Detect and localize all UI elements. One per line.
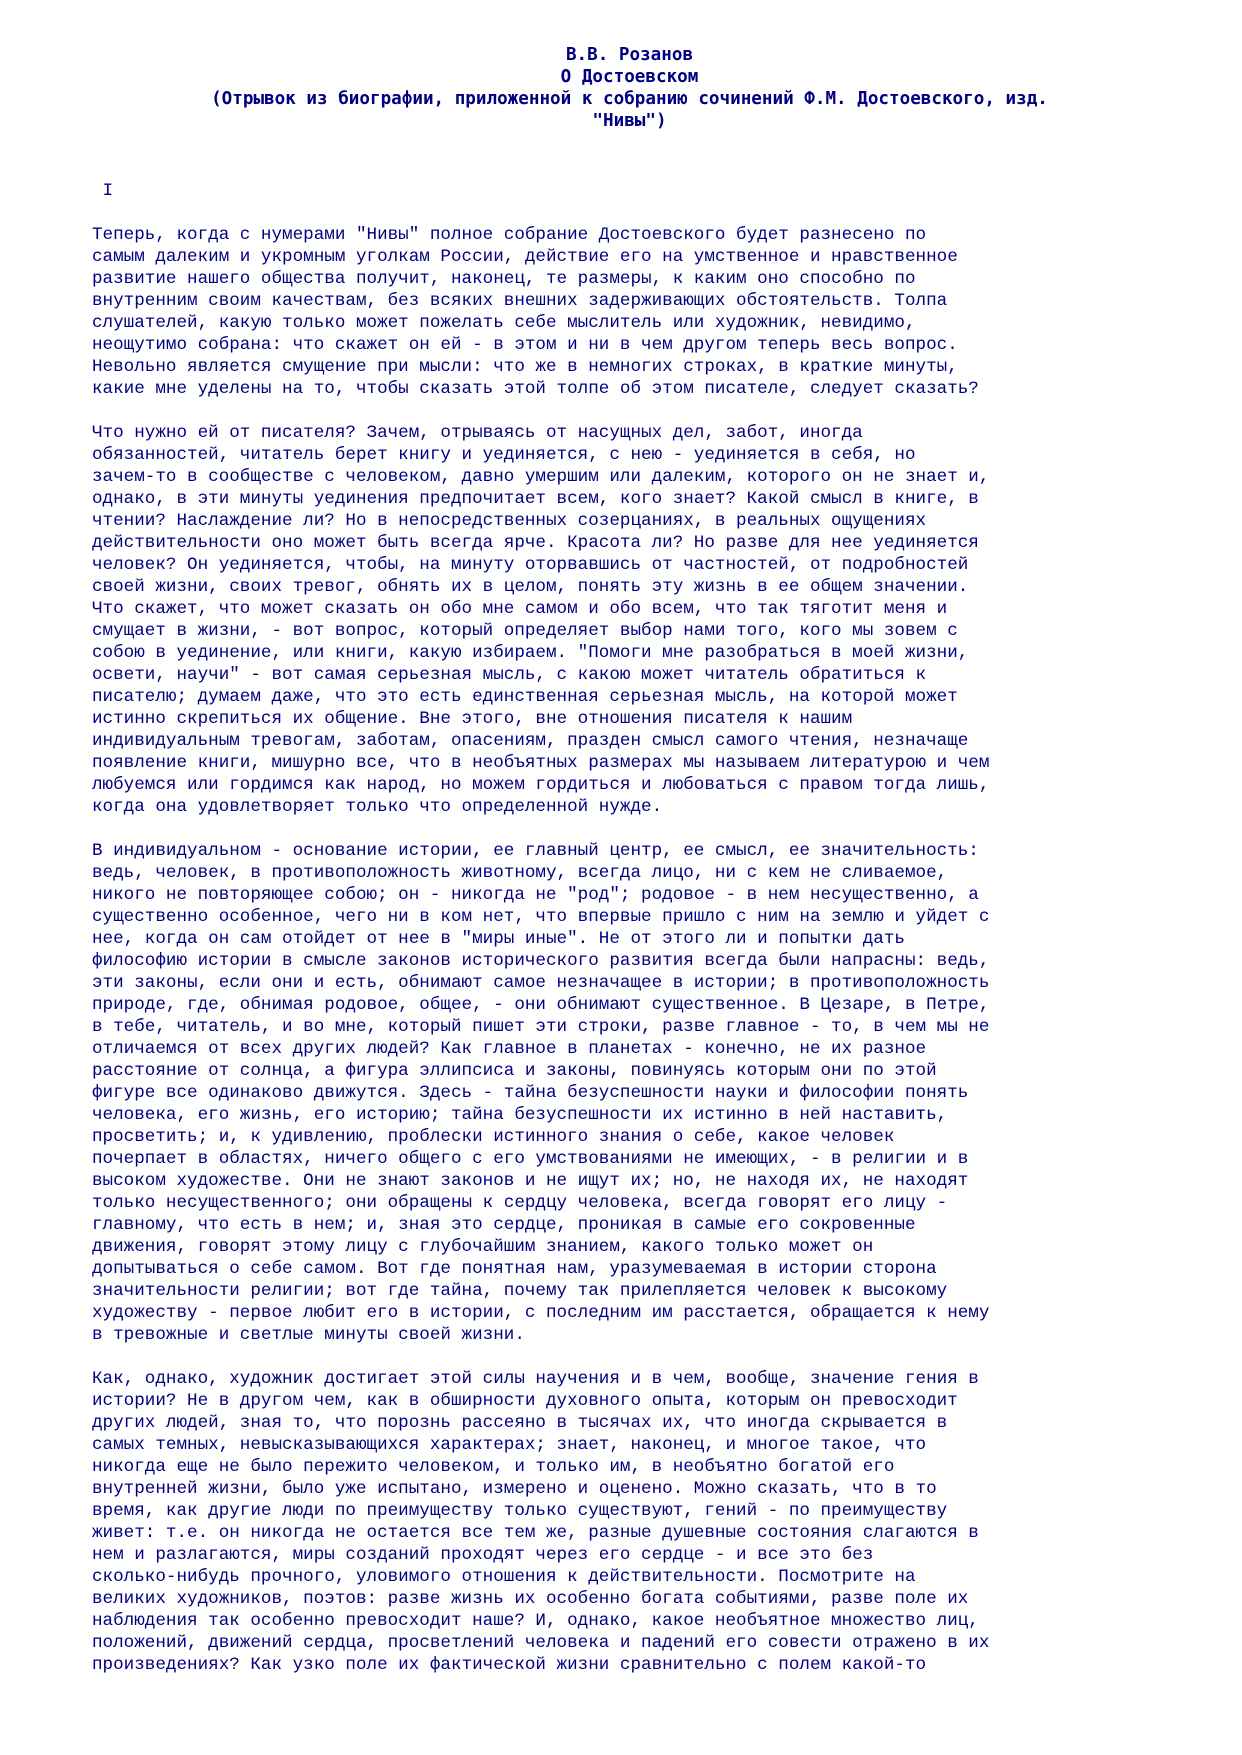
author-name: В.В. Розанов: [565, 45, 694, 65]
subtitle-line-2: "Нивы"): [592, 111, 667, 131]
paragraph: Что нужно ей от писателя? Зачем, отрываясь от насущных дел, забот, иногда обязанностей, читатель берет книгу и уединяется, с нею - уединяется в себя, но зачем-то в сообществе с человеком, давно умершим или далеким, которого он не знает и, однако, в эти минуты уединения предпочитает всем, кого знает? Какой смысл в книге, в чтении? Наслаждение ли? Но в непосредственных созерцаниях, в реальных ощущениях действительности оно может быть всегда ярче. Красота ли? Но разве для нее уединяется человек? Он уединяется, чтобы, на минуту оторвавшись от частностей, от подробностей своей жизни, своих тревог, обнять их в целом, понять эту жизнь в ее общем значении. Что скажет, что может сказать он обо мне самом и обо всем, что так тяготит меня и смущает в жизни, - вот вопрос, который определяет выбор нами того, кого мы зовем с собою в уединение, или книги, какую избираем. "Помоги мне разобраться в моей жизни, освети, научи" - вот самая серьезная мысль, с какою может читатель обратиться к писателю; думаем даже, что это есть единственная серьезная мысль, на которой может истинно скрепиться их общение. Вне этого, вне отношения писателя к нашим индивидуальным тревогам, заботам, опасениям, празден смысл самого чтения, незначаще появление книги, мишурно все, что в необъятных размерах мы называем литературою и чем любуемся или гордимся как народ, но можем гордиться и любоваться с правом тогда лишь, когда она удовлетворяет только что определенной нужде.: [92, 423, 990, 817]
document-body: [92, 180, 1167, 1676]
paragraph: В индивидуальном - основание истории, ее главный центр, ее смысл, ее значительность: ведь, человек, в противоположность животному, всегда лицо, ни с кем не сливаемое, никого не повторяющее собою; он - никогда не "род"; родовое - в нем несущественно, а существенно особенное, чего ни в ком нет, что впервые пришло с ним на землю и уйдет с нее, когда он сам отойдет от нее в "миры иные". Не от этого ли и попытки дать философию истории в смысле законов исторического развития всегда были напрасны: ведь, эти законы, если они и есть, обнимают самое незначащее в истории; в противоположность природе, где, обнимая родовое, общее, - они обнимают существенное. В Цезаре, в Петре, в тебе, читатель, и во мне, который пишет эти строки, разве главное - то, в чем мы не отличаемся от всех других людей? Как главное в планетах - конечно, не их разное расстояние от солнца, а фигура эллипсиса и законы, повинуясь которым они по этой фигуре все одинаково движутся. Здесь - тайна безуспешности науки и философии понять человека, его жизнь, его историю; тайна безуспешности их истинно в ней наставить, просветить; и, к удивлению, проблески истинного знания о себе, какое человек почерпает в областях, ничего общего с его умствованиями не имеющих, - в религии и в высоком художестве. Они не знают законов и не ищут их; но, не находя их, не находят только несущественного; они обращены к сердцу человека, всегда говорят его лицу - главному, что есть в нем; и, зная это сердце, проникая в самые его сокровенные движения, говорят этому лицу с глубочайшим знанием, какого только может он допытываться о себе самом. Вот где понятная нам, уразумеваемая в истории сторона значительности религии; вот где тайна, почему так прилепляется человек к высокому художеству - первое любит его в истории, с последним им расстается, обращается к нему в тревожные и светлые минуты своей жизни.: [92, 841, 990, 1345]
paragraph: Как, однако, художник достигает этой силы научения и в чем, вообще, значение гения в истории? Не в другом чем, как в обширности духовного опыта, которым он превосходит других людей, зная то, что порознь рассеяно в тысячах их, что иногда скрывается в самых темных, невысказывающихся характерах; знает, наконец, и многое такое, что никогда еще не было пережито человеком, и только им, в необъятно богатой его внутренней жизни, было уже испытано, измерено и оценено. Можно сказать, что в то время, как другие люди по преимуществу только существуют, гений - по преимуществу живет: т.е. он никогда не остается все тем же, разные душевные состояния слагаются в нем и разлагаются, миры созданий проходят через его сердце - и все это без сколько-нибудь прочного, уловимого отношения к действительности. Посмотрите на великих художников, поэтов: разве жизнь их особенно богата событиями, разве поле их наблюдения так особенно превосходит наше? И, однако, какое необъятное множество лиц, положений, движений сердца, просветлений человека и падений его совести отражено в их произведениях? Как узко поле их фактической жизни сравнительно с полем какой-то: [92, 1369, 990, 1675]
document-page: [92, 44, 1167, 1698]
section-number: I: [92, 181, 114, 201]
paragraph: Теперь, когда с нумерами "Нивы" полное собрание Достоевского будет разнесено по самым далеким и укромным уголкам России, действие его на умственное и нравственное развитие нашего общества получит, наконец, те размеры, к каким оно способно по внутренним своим качествам, без всяких внешних задерживающих обстоятельств. Толпа слушателей, какую только может пожелать себе мыслитель или художник, невидимо, неощутимо собрана: что скажет он ей - в этом и ни в чем другом теперь весь вопрос. Невольно является смущение при мысли: что же в немногих строках, в краткие минуты, какие мне уделены на то, чтобы сказать этой толпе об этом писателе, следует сказать?: [92, 225, 979, 399]
document-title: О Достоевском: [560, 67, 699, 87]
subtitle-line-1: (Отрывок из биографии, приложенной к собранию сочинений Ф.М. Достоевского, изд.: [211, 89, 1048, 109]
document-header: [92, 44, 1167, 132]
